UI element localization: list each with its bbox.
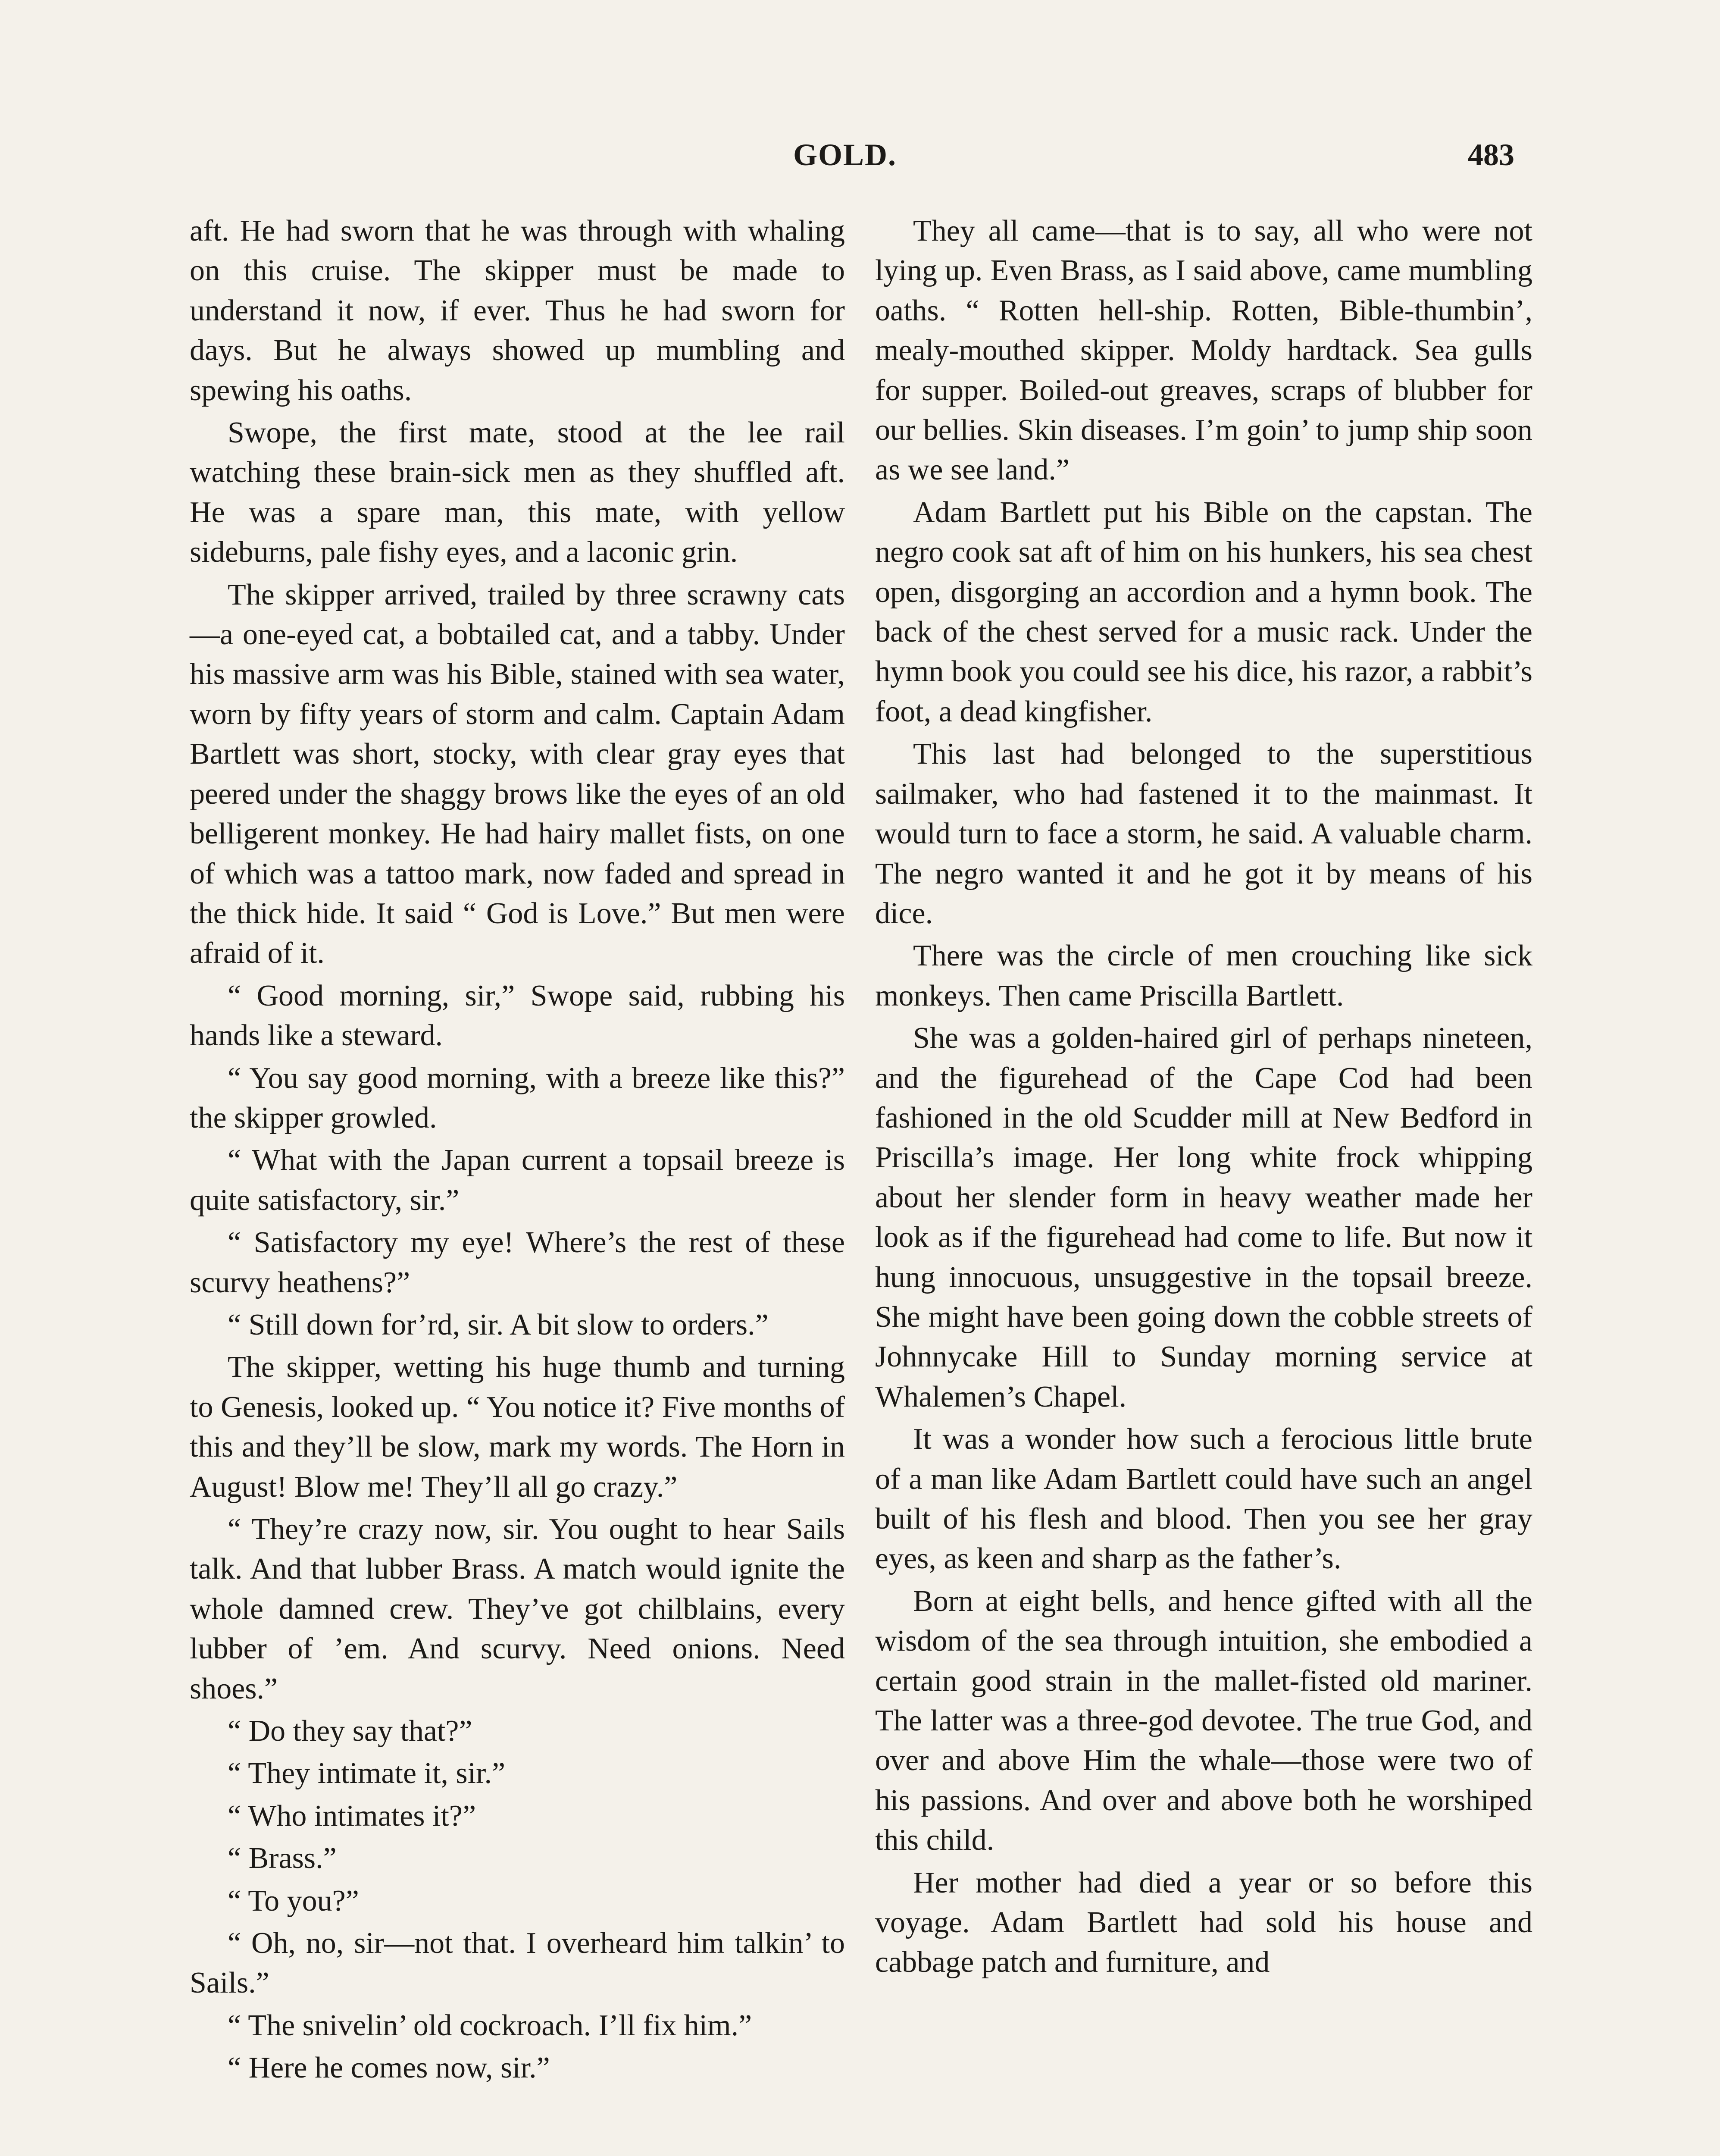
- paragraph: “ You say good morning, with a breeze like this?” the skipper growled.: [190, 1061, 845, 1134]
- paragraph: Her mother had died a year or so before this voyage. Adam Bartlett had sold his house and cabbage patch and furniture, and: [875, 1866, 1532, 1979]
- paragraph: Swope, the first mate, stood at the lee rail watching these brain-sick men as they shuffled aft. He was a spare man, this mate, with yellow sideburns, pale fishy eyes, and a laconic grin.: [190, 416, 845, 569]
- page-number: 483: [1468, 138, 1514, 172]
- paragraph: Born at eight bells, and hence gifted with all the wisdom of the sea through intuition, she embodied a certain good strain in the mallet-fisted old mariner. The latter was a three-god devotee. The true God, and over and above Him the whale—those were two of his passions. And over and above both he worshiped this child.: [875, 1584, 1532, 1857]
- paragraph: Adam Bartlett put his Bible on the capstan. The negro cook sat aft of him on his hunkers, his sea chest open, disgorging an accordion and a hymn book. The back of the chest served for a music rack. Under the hymn book you could see his dice, his razor, a rabbit’s foot, a dead kingfisher.: [875, 495, 1532, 728]
- paragraph: “ They intimate it, sir.”: [228, 1757, 506, 1790]
- paragraph: “ What with the Japan current a topsail breeze is quite satisfactory, sir.”: [190, 1144, 845, 1217]
- paragraph: “ Good morning, sir,” Swope said, rubbing his hands like a steward.: [190, 979, 845, 1053]
- paragraph: “ Here he comes now, sir.”: [228, 2051, 550, 2085]
- paragraph: “ They’re crazy now, sir. You ought to hear Sails talk. And that lubber Brass. A match would ignite the whole damned crew. They’ve got chilblains, every lubber of ’em. And scurvy. Need onions. Need shoes.”: [190, 1513, 845, 1705]
- paragraph: It was a wonder how such a ferocious little brute of a man like Adam Bartlett could have such an angel built of his flesh and blood. Then you see her gray eyes, as keen and sharp as the father’s.: [875, 1423, 1532, 1576]
- paragraph: This last had belonged to the superstitious sailmaker, who had fastened it to the mainmast. It would turn to face a storm, he said. A valuable charm. The negro wanted it and he got it by means of his dice.: [875, 737, 1532, 930]
- paragraph: The skipper arrived, trailed by three scrawny cats—a one-eyed cat, a bobtailed cat, and a tabby. Under his massive arm was his Bible, stained with sea water, worn by fifty years of storm and calm. Captain Adam Bartlett was short, stocky, with clear gray eyes that peered under the shaggy brows like the eyes of an old belligerent monkey. He had hairy mallet fists, on one of which was a tattoo mark, now faded and spread in the thick hide. It said “ God is Love.” But men were afraid of it.: [190, 578, 845, 970]
- paragraph: There was the circle of men crouching like sick monkeys. Then came Priscilla Bartlett.: [875, 939, 1532, 1012]
- paragraph: They all came—that is to say, all who were not lying up. Even Brass, as I said above, came mumbling oaths. “ Rotten hell-ship. Rotten, Bible-thumbin’, mealy-mouthed skipper. Moldy hardtack. Sea gulls for supper. Boiled-out greaves, scraps of blubber for our bellies. Skin diseases. I’m goin’ to jump ship soon as we see land.”: [875, 214, 1532, 487]
- left-column: [190, 211, 845, 2091]
- paragraph: “ Brass.”: [228, 1842, 337, 1875]
- running-header-title: GOLD.: [793, 138, 897, 172]
- paragraph: aft. He had sworn that he was through with whaling on this cruise. The skipper must be made to understand it now, if ever. Thus he had sworn for days. But he always showed up mumbling and spewing his oaths.: [190, 214, 845, 407]
- paragraph: “ Satisfactory my eye! Where’s the rest of these scurvy heathens?”: [190, 1226, 845, 1299]
- paragraph: The skipper, wetting his huge thumb and turning to Genesis, looked up. “ You notice it? Five months of this and they’ll be slow, mark my words. The Horn in August! Blow me! They’ll all go crazy.”: [190, 1351, 845, 1504]
- paragraph: “ Who intimates it?”: [228, 1799, 476, 1833]
- right-column: [875, 211, 1532, 1985]
- paragraph: “ Do they say that?”: [228, 1714, 472, 1748]
- paragraph: “ Still down for’rd, sir. A bit slow to orders.”: [228, 1308, 769, 1341]
- paragraph: “ The snivelin’ old cockroach. I’ll fix him.”: [228, 2009, 752, 2042]
- paragraph: She was a golden-haired girl of perhaps nineteen, and the figurehead of the Cape Cod had been fashioned in the old Scudder mill at New Bedford in Priscilla’s image. Her long white frock whipping about her slender form in heavy weather made her look as if the figurehead had come to life. But now it hung innocuous, unsuggestive in the topsail breeze. She might have been going down the cobble streets of Johnnycake Hill to Sunday morning service at Whalemen’s Chapel.: [875, 1022, 1532, 1413]
- paragraph: “ Oh, no, sir—not that. I overheard him talkin’ to Sails.”: [190, 1927, 845, 2000]
- paragraph: “ To you?”: [228, 1884, 359, 1918]
